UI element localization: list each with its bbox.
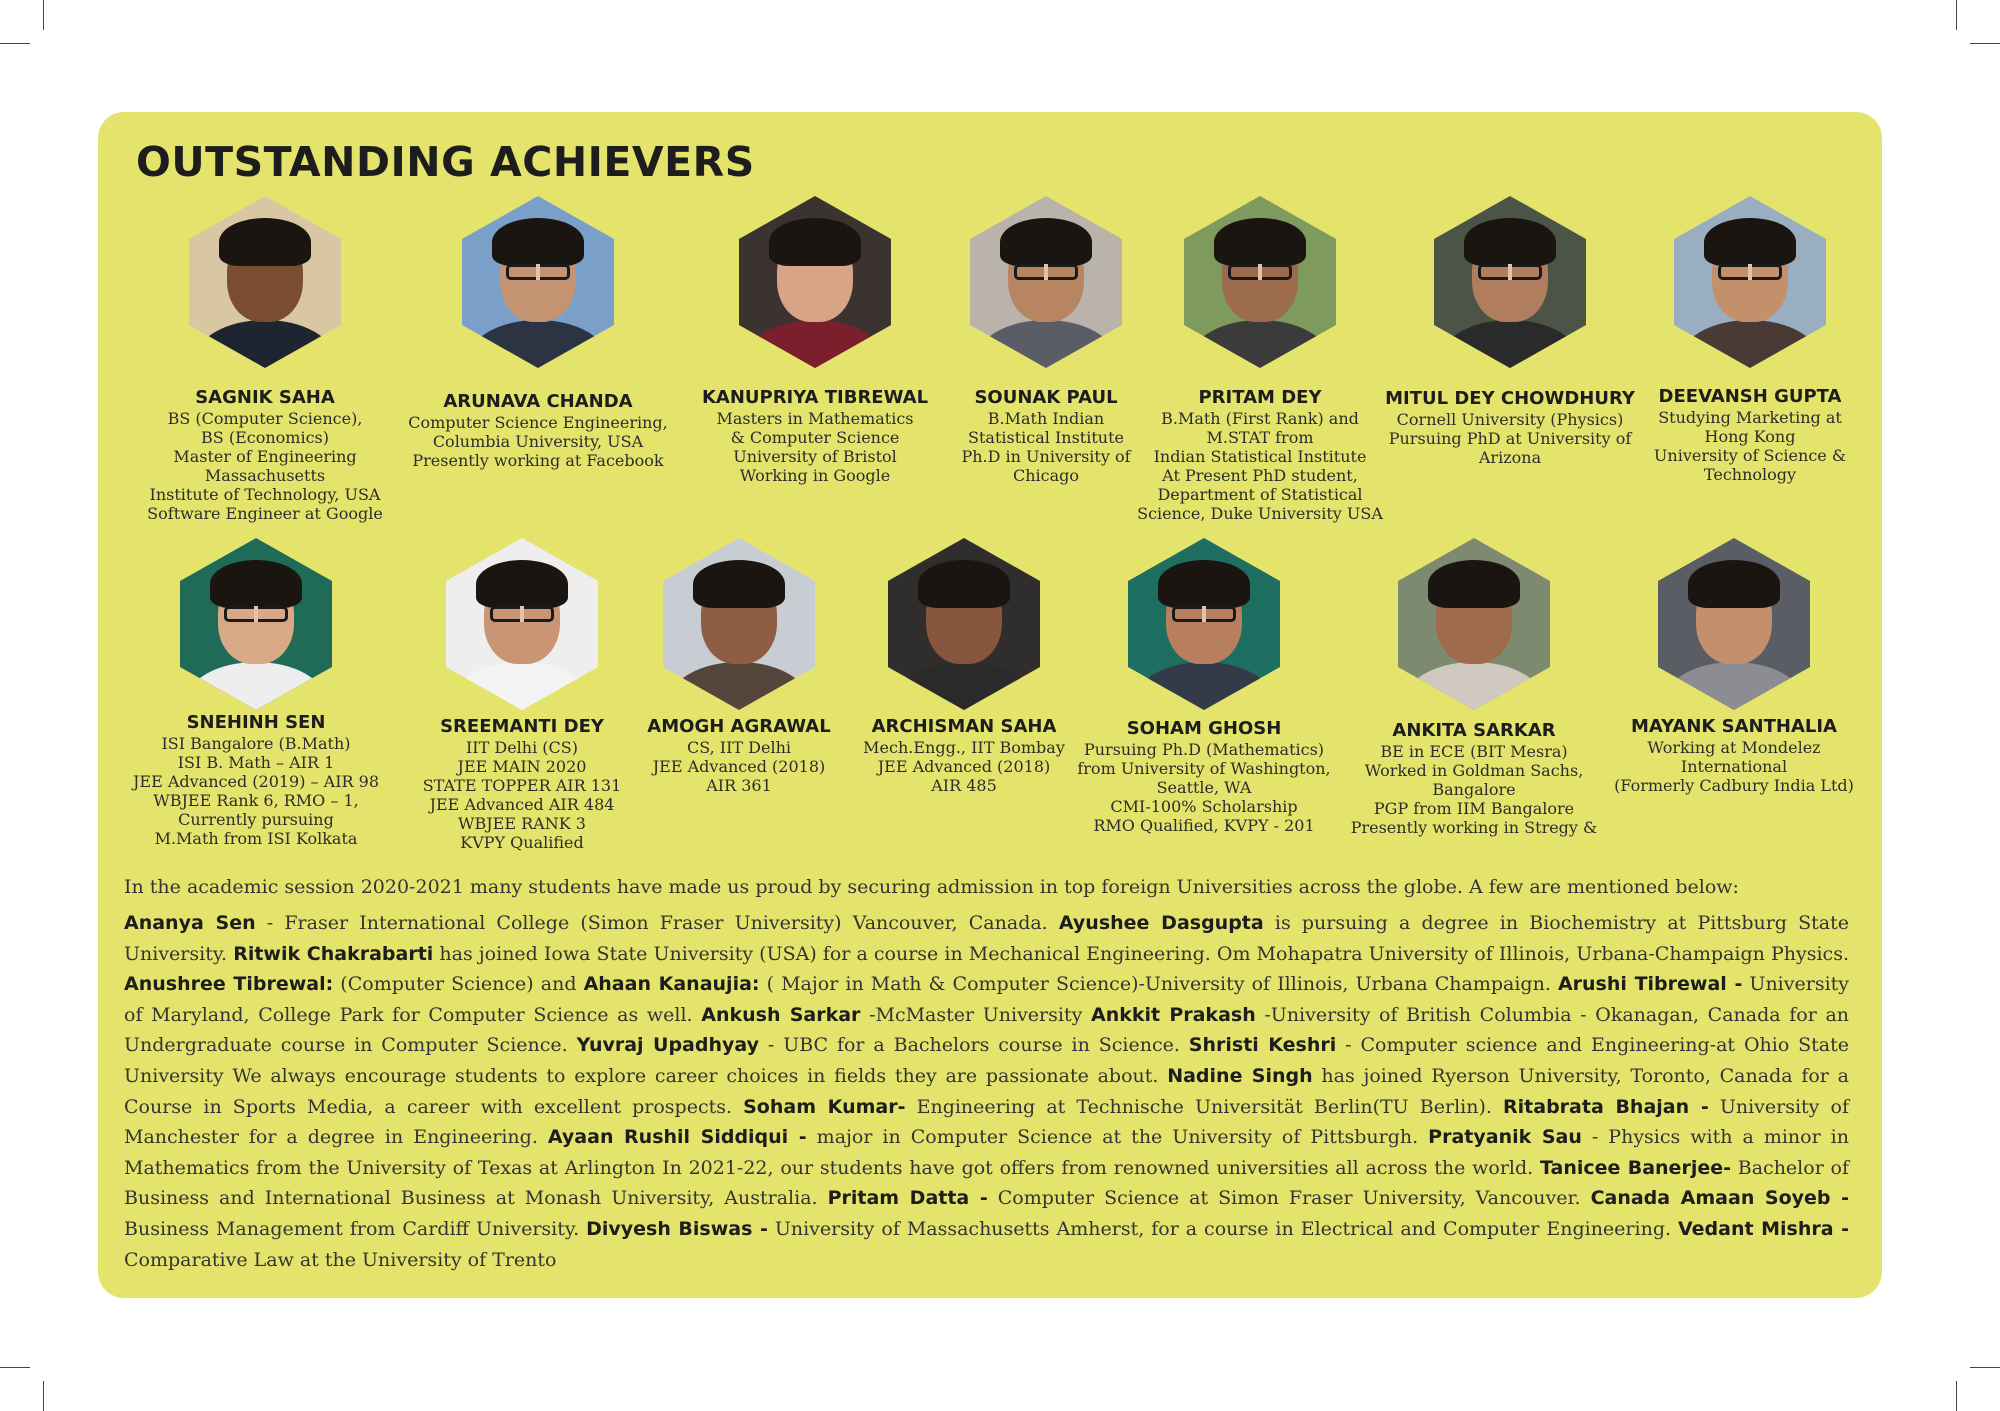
admissions-paragraph [124,908,1849,1275]
achiever-detail-line: Cornell University (Physics) [1396,410,1624,429]
achiever-photo [1184,196,1336,368]
student-name: Divyesh Biswas - [586,1217,768,1240]
student-name: Yuvraj Upadhyay [576,1034,760,1057]
admission-detail: ( Major in Math & Computer Science)-University of Illinois, Urbana Champaign. [759,973,1558,996]
achiever-detail-line: Institute of Technology, USA [149,485,381,504]
achiever-photo [1128,538,1280,710]
achiever-detail-line: ISI Bangalore (B.Math) [161,734,351,753]
achiever-detail-line: Pursuing Ph.D (Mathematics) [1083,740,1325,759]
achiever-card [824,538,1104,795]
achiever-photo [462,196,614,368]
achiever-name: DEEVANSH GUPTA [1658,386,1842,407]
page-title: OUTSTANDING ACHIEVERS [136,138,755,186]
student-name: Pratyanik Sau [1428,1126,1582,1149]
achiever-photo [970,196,1122,368]
admission-detail: Comparative Law at the University of Trento [124,1248,557,1271]
student-name: Nadine Singh [1167,1064,1313,1087]
student-name: Ananya Sen [124,912,256,934]
achiever-detail-line: WBJEE Rank 6, RMO – 1, [153,791,359,810]
achiever-card [398,196,678,470]
achiever-detail-line: Currently pursuing [178,810,334,829]
achiever-detail-line: Mech.Engg., IIT Bombay [863,738,1065,757]
achievers-panel [98,112,1882,1298]
crop-mark [0,43,30,44]
achiever-detail-line: International [1680,757,1788,776]
achiever-detail-line: Working in Google [739,466,891,485]
admission-detail: Bachelor of Business and International Business at Monash University, Australia. [124,1156,1850,1210]
achiever-name: ARUNAVA CHANDA [443,391,633,412]
student-name: Ahaan Kanaujia: [583,973,760,996]
achiever-photo [180,538,332,710]
achiever-photo [663,538,815,710]
achiever-name: SOHAM GHOSH [1126,718,1282,739]
student-name: Ritabrata Bhajan - [1503,1095,1709,1118]
student-name: Ritwik Chakrabarti [233,942,434,965]
admission-detail: University of Maryland, College Park for Computer Science as well. [124,973,1850,1026]
admission-detail: University of Manchester for a degree in Engineering. [124,1095,1849,1149]
achiever-name: MITUL DEY CHOWDHURY [1385,388,1635,409]
achiever-detail-line: Master of Engineering [173,447,357,466]
achiever-detail-line: Arizona [1478,448,1542,467]
achiever-detail-line: Statistical Institute [968,428,1124,447]
achiever-detail-line: JEE Advanced (2018) [652,757,826,776]
achiever-details [1594,738,1874,795]
achiever-detail-line: Science, Duke University USA [1137,504,1383,523]
student-name: Ankush Sarkar [701,1003,861,1026]
achiever-name: SAGNIK SAHA [195,387,335,408]
admission-detail: (Computer Science) and [333,973,584,996]
achiever-details [1610,408,1890,484]
achiever-name: KANUPRIYA TIBREWAL [701,387,929,408]
achiever-details [116,734,396,848]
crop-mark [1956,1381,1957,1411]
achiever-card [1120,196,1400,523]
admission-detail: -University of British Columbia - Okanagan, Canada for an Undergraduate course in Computer Science. [124,1003,1850,1057]
achiever-detail-line: Massachusetts [204,466,326,485]
achiever-detail-line: ISI B. Math – AIR 1 [177,753,335,772]
achiever-detail-line: Hong Kong [1704,427,1796,446]
achiever-name: SREEMANTI DEY [440,716,604,737]
achiever-photo [1674,196,1826,368]
crop-mark [43,0,44,30]
achiever-detail-line: Computer Science Engineering, [408,413,668,432]
achiever-name: AMOGH AGRAWAL [647,716,831,737]
achiever-detail-line: JEE Advanced (2018) [877,757,1051,776]
achiever-detail-line: Working at Mondelez [1647,738,1821,757]
achiever-detail-line: WBJEE RANK 3 [458,814,586,833]
achiever-photo [888,538,1040,710]
achiever-detail-line: M.Math from ISI Kolkata [154,829,358,848]
student-name: Arushi Tibrewal - [1557,973,1743,996]
achiever-card [125,196,405,523]
achiever-detail-line: (Formerly Cadbury India Ltd) [1614,776,1854,795]
achiever-detail-line: BS (Economics) [201,428,329,447]
achiever-detail-line: Studying Marketing at [1658,408,1842,427]
admission-detail: Computer Science at Simon Fraser University, Vancouver. [987,1187,1591,1210]
admission-detail: Engineering at Technische Universität Berlin(TU Berlin). [905,1095,1504,1118]
admission-detail: has joined Iowa State University (USA) for a course in Mechanical Engineering. Om Mohapatra University of Illinois, Urbana-Champaign Physics. [433,942,1849,965]
achiever-details [125,409,405,523]
achiever-detail-line: PGP from IIM Bangalore [1373,799,1575,818]
achiever-detail-line: Chicago [1012,466,1080,485]
achiever-photo [1398,538,1550,710]
student-name: Vedant Mishra - [1678,1217,1850,1240]
achiever-photo [739,196,891,368]
achiever-details [1370,410,1650,467]
crop-mark [43,1381,44,1411]
achiever-detail-line: Department of Statistical [1157,485,1363,504]
achiever-detail-line: Presently working in Stregy & [1350,818,1598,837]
achiever-detail-line: Ph.D in University of [961,447,1131,466]
achiever-detail-line: RMO Qualified, KVPY - 201 [1093,816,1315,835]
achiever-detail-line: Masters in Mathematics [716,409,914,428]
achiever-detail-line: JEE Advanced AIR 484 [429,795,615,814]
crop-mark [1970,43,2000,44]
student-name: Soham Kumar- [743,1095,906,1118]
achiever-name: SOUNAK PAUL [974,387,1118,408]
achiever-detail-line: Pursuing PhD at University of [1388,429,1632,448]
admission-detail: -McMaster University [860,1003,1091,1026]
achiever-detail-line: Columbia University, USA [432,432,644,451]
achiever-detail-line: Technology [1703,465,1797,484]
achiever-detail-line: Indian Statistical Institute [1153,447,1367,466]
achiever-details [1334,742,1614,837]
achiever-card [1610,196,1890,484]
achiever-name: SNEHINH SEN [186,712,326,733]
admission-detail: - UBC for a Bachelors course in Science. [759,1034,1189,1057]
admission-detail: Business Management from Cardiff University. [124,1217,587,1240]
achiever-detail-line: JEE MAIN 2020 [457,757,587,776]
student-name: Tanicee Banerjee- [1539,1156,1731,1179]
student-name: Pritam Datta - [827,1187,988,1210]
achiever-detail-line: At Present PhD student, [1162,466,1358,485]
achiever-card [1064,538,1344,835]
achiever-detail-line: B.Math Indian [987,409,1105,428]
admission-detail: - Computer science and Engineering-at Ohio State University We always encourage students to explore career choices in fields they are passionate about. [124,1034,1850,1087]
achiever-detail-line: IIT Delhi (CS) [465,738,578,757]
achiever-detail-line: STATE TOPPER AIR 131 [422,776,622,795]
intro-text: In the academic session 2020-2021 many students have made us proud by securing admission in top foreign Universities across the globe. A few are mentioned below: [124,876,1739,898]
achiever-detail-line: Seattle, WA [1156,778,1252,797]
achiever-detail-line: from University of Washington, [1077,759,1331,778]
achiever-detail-line: B.Math (First Rank) and [1161,409,1359,428]
achiever-detail-line: Software Engineer at Google [147,504,383,523]
achiever-detail-line: CMI-100% Scholarship [1110,797,1298,816]
student-name: Shristi Keshri [1188,1034,1337,1057]
admission-detail: major in Computer Science at the University of Pittsburgh. [806,1126,1429,1149]
admission-detail: University of Massachusetts Amherst, for a course in Electrical and Computer Engineering. [767,1217,1678,1240]
achiever-photo [446,538,598,710]
admission-detail: - Physics with a minor in Mathematics from the University of Texas at Arlington In 2021-22, our students have got offers from renowned universities all across the world. [124,1126,1849,1179]
achiever-details [824,738,1104,795]
achiever-details [1120,409,1400,523]
crop-mark [0,1367,30,1368]
admission-detail: is pursuing a degree in Biochemistry at Pittsburg State University. [124,912,1849,965]
achiever-detail-line: University of Bristol [733,447,897,466]
crop-mark [1970,1367,2000,1368]
achiever-detail-line: BE in ECE (BIT Mesra) [1380,742,1568,761]
achiever-card [1370,196,1650,467]
achiever-photo [189,196,341,368]
achiever-detail-line: BS (Computer Science), [167,409,363,428]
achiever-detail-line: Presently working at Facebook [412,451,664,470]
achiever-detail-line: KVPY Qualified [460,833,584,852]
achiever-details [398,413,678,470]
student-name: Ayaan Rushil Siddiqui - [547,1126,807,1149]
student-name: Canada Amaan Soyeb - [1590,1187,1849,1210]
admission-detail: has joined Ryerson University, Toronto, Canada for a Course in Sports Media, a career with excellent prospects. [124,1064,1849,1118]
achiever-photo [1434,196,1586,368]
achiever-card [1334,538,1614,837]
student-name: Ayushee Dasgupta [1058,912,1264,934]
achiever-detail-line: JEE Advanced (2019) – AIR 98 [132,772,380,791]
achiever-detail-line: & Computer Science [730,428,900,447]
achiever-detail-line: Worked in Goldman Sachs, [1364,761,1584,780]
achiever-name: MAYANK SANTHALIA [1631,716,1837,737]
achiever-detail-line: University of Science & [1653,446,1847,465]
achiever-detail-line: AIR 361 [706,776,772,795]
achiever-name: ARCHISMAN SAHA [871,716,1057,737]
achiever-card [116,538,396,848]
achiever-photo [1658,538,1810,710]
achiever-detail-line: Bangalore [1432,780,1516,799]
crop-mark [1956,0,1957,30]
achiever-card [1594,538,1874,795]
achiever-detail-line: M.STAT from [1206,428,1314,447]
student-name: Anushree Tibrewal: [124,973,334,996]
student-name: Ankkit Prakash [1090,1003,1256,1026]
achiever-details [1064,740,1344,835]
achiever-detail-line: AIR 485 [931,776,997,795]
achiever-name: PRITAM DEY [1198,387,1322,408]
admission-detail: - Fraser International College (Simon Fraser University) Vancouver, Canada. [255,912,1059,934]
achiever-name: ANKITA SARKAR [1392,720,1556,741]
achiever-detail-line: CS, IIT Delhi [686,738,792,757]
